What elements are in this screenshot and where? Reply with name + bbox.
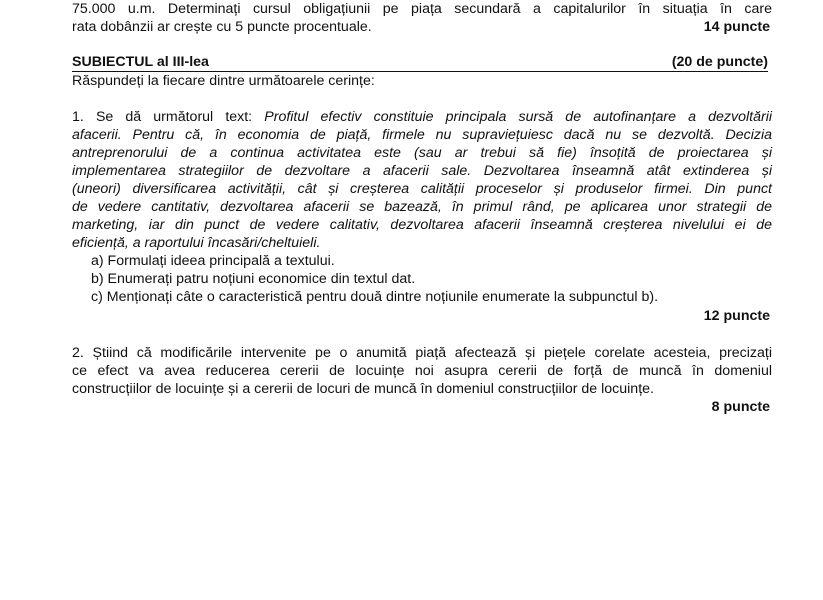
- q1-text-line: afacerii. Pentru că, în economia de piață, firmele nu supraviețuiesc dacă nu se dezvoltă. Decizia: [72, 127, 772, 143]
- q1-item-b: b) Enumerați patru noțiuni economice din textul dat.: [91, 271, 416, 287]
- q1-line-1: [72, 108, 772, 126]
- intro-line-2-text: rata dobânzii ar crește cu 5 puncte procentuale.: [72, 19, 372, 35]
- intro-line-2: [72, 18, 772, 36]
- q1-text-line: implementarea strategiilor de dezvoltare a afacerii sale. Dezvoltarea înseamnă atât extinderea și: [72, 163, 772, 179]
- q1-text-line: Profitul efectiv constituie principala sursă de autofinanțare a dezvoltării: [264, 109, 772, 125]
- q2-line-1: 2. Știind că modificările intervenite pe o anumită piață afectează și piețele corelate acesteia, precizați: [72, 345, 772, 361]
- q2-line-2: ce efect va avea reducerea cererii de locuințe noi asupra cererii de forță de muncă în domeniul: [72, 363, 772, 379]
- q1-text-line: antreprenorului de a continua activitatea este (sau ar trebui să fie) însoțită de proiectarea și: [72, 145, 772, 161]
- q1-text-line: de vedere cantitativ, dezvoltarea afacerii se bazează, în primul rând, pe aplicarea unor strategii de: [72, 199, 772, 215]
- section-title: SUBIECTUL al III-lea: [72, 54, 209, 70]
- section-heading: [72, 53, 768, 72]
- q1-text-line: (uneori) diversificarea activității, cât și creșterea calității proceselor și produselor firmei. Din punct: [72, 181, 772, 197]
- section-points: (20 de puncte): [671, 54, 768, 70]
- intro-points: 14 puncte: [703, 19, 770, 35]
- q1-lead: 1. Se dă următorul text:: [72, 109, 265, 125]
- q1-item-a: a) Formulați ideea principală a textului.: [91, 253, 335, 269]
- q1-text-line: marketing, iar din punct de vedere calitativ, dezvoltarea afacerii înseamnă creșterea nivelului ei de: [72, 217, 772, 233]
- intro-line-1: 75.000 u.m. Determinați cursul obligațiunii pe piața secundară a capitalurilor în situația în care: [72, 1, 772, 17]
- section-instruction: Răspundeți la fiecare dintre următoarele cerințe:: [72, 73, 375, 89]
- q1-item-c: c) Menționați câte o caracteristică pentru două dintre noțiunile enumerate la subpunctul b).: [91, 289, 659, 305]
- q1-text-line: eficiență, a raportului încasări/cheltuieli.: [72, 235, 321, 251]
- q1-points: 12 puncte: [703, 308, 770, 324]
- q2-points: 8 puncte: [711, 399, 770, 415]
- q2-line-3: construcțiilor de locuințe și a cererii de locuri de muncă în domeniul construcțiilor de locuințe.: [72, 381, 654, 397]
